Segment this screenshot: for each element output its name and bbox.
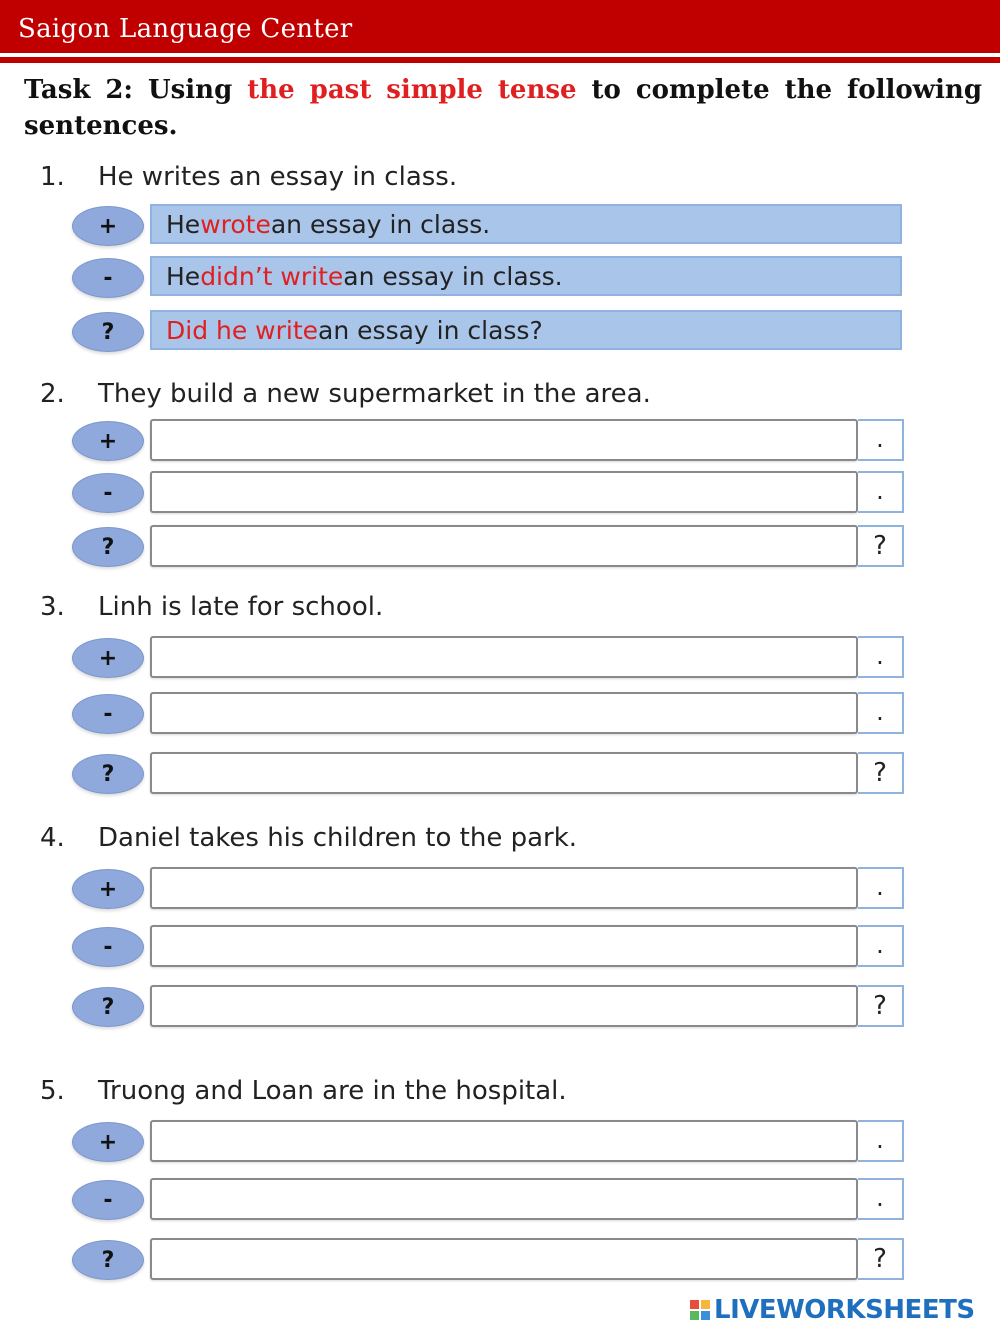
answer-input-question[interactable] xyxy=(150,1238,858,1280)
end-punctuation: . xyxy=(858,692,904,734)
answer-row-negative xyxy=(72,925,912,969)
header-bar xyxy=(0,0,1000,53)
question-badge: ? xyxy=(72,1240,144,1280)
liveworksheets-logo xyxy=(690,1295,975,1325)
answer-row-positive xyxy=(72,867,912,911)
answer-input-positive[interactable] xyxy=(150,419,858,461)
answer-row-negative xyxy=(72,1178,912,1222)
end-punctuation: . xyxy=(858,925,904,967)
end-punctuation: ? xyxy=(858,1238,904,1280)
answer-text: an essay in class. xyxy=(270,209,491,239)
answer-row-question xyxy=(72,752,912,796)
answer-input-question[interactable] xyxy=(150,752,858,794)
question-prompt xyxy=(40,379,651,409)
answer-row-negative xyxy=(72,471,912,515)
answer-input-positive[interactable] xyxy=(150,636,858,678)
question-sentence: Linh is late for school. xyxy=(98,592,384,622)
question-badge: ? xyxy=(72,527,144,567)
question-badge: ? xyxy=(72,987,144,1027)
question-number: 4. xyxy=(40,823,65,853)
answer-input-negative[interactable] xyxy=(150,925,858,967)
answer-text: an essay in class. xyxy=(343,261,563,291)
question-sentence: Truong and Loan are in the hospital. xyxy=(98,1076,567,1106)
question-prompt xyxy=(40,162,457,192)
end-punctuation: . xyxy=(858,1120,904,1162)
answer-row-question xyxy=(72,525,912,569)
negative-badge: - xyxy=(72,473,144,513)
answer-verb: wrote xyxy=(200,209,271,239)
answer-input-question[interactable] xyxy=(150,985,858,1027)
question-badge: ? xyxy=(72,754,144,794)
task-suffix: to complete the following sentences. xyxy=(24,75,983,141)
answer-row-question xyxy=(72,310,912,354)
end-punctuation: . xyxy=(858,1178,904,1220)
logo-grid-icon xyxy=(690,1300,710,1320)
negative-badge: - xyxy=(72,1180,144,1220)
answer-input-negative[interactable] xyxy=(150,471,858,513)
task-highlight: the past simple tense xyxy=(247,75,577,105)
question-number: 3. xyxy=(40,592,65,622)
question-prompt xyxy=(40,1076,567,1106)
header-title: Saigon Language Center xyxy=(18,14,353,44)
task-instruction xyxy=(24,72,982,144)
end-punctuation: ? xyxy=(858,752,904,794)
example-answer xyxy=(150,204,902,244)
question-number: 5. xyxy=(40,1076,65,1106)
negative-badge: - xyxy=(72,927,144,967)
answer-input-positive[interactable] xyxy=(150,867,858,909)
end-punctuation: . xyxy=(858,419,904,461)
end-punctuation: . xyxy=(858,471,904,513)
end-punctuation: . xyxy=(858,636,904,678)
example-answer xyxy=(150,310,902,350)
question-number: 2. xyxy=(40,379,65,409)
answer-row-question xyxy=(72,1238,912,1282)
negative-badge: - xyxy=(72,694,144,734)
positive-badge: + xyxy=(72,206,144,246)
answer-row-positive xyxy=(72,204,912,248)
answer-row-positive xyxy=(72,1120,912,1164)
header-divider xyxy=(0,57,1000,63)
answer-input-question[interactable] xyxy=(150,525,858,567)
answer-input-negative[interactable] xyxy=(150,692,858,734)
positive-badge: + xyxy=(72,869,144,909)
end-punctuation: . xyxy=(858,867,904,909)
answer-row-negative xyxy=(72,692,912,736)
logo-text: LIVEWORKSHEETS xyxy=(714,1295,975,1325)
question-prompt xyxy=(40,823,577,853)
answer-row-positive xyxy=(72,636,912,680)
positive-badge: + xyxy=(72,638,144,678)
negative-badge: - xyxy=(72,258,144,298)
task-prefix: Task 2: Using xyxy=(24,75,248,105)
answer-text: He xyxy=(166,209,201,239)
answer-input-negative[interactable] xyxy=(150,1178,858,1220)
answer-row-negative xyxy=(72,256,912,300)
answer-text: He xyxy=(166,261,201,291)
answer-verb: didn’t write xyxy=(200,261,344,291)
question-sentence: He writes an essay in class. xyxy=(98,162,458,192)
example-answer xyxy=(150,256,902,296)
answer-row-positive xyxy=(72,419,912,463)
answer-input-positive[interactable] xyxy=(150,1120,858,1162)
question-sentence: They build a new supermarket in the area. xyxy=(98,379,651,409)
end-punctuation: ? xyxy=(858,985,904,1027)
answer-verb: Did he write xyxy=(166,315,319,345)
positive-badge: + xyxy=(72,1122,144,1162)
answer-text: an essay in class? xyxy=(318,315,543,345)
positive-badge: + xyxy=(72,421,144,461)
question-prompt xyxy=(40,592,383,622)
question-sentence: Daniel takes his children to the park. xyxy=(98,823,578,853)
end-punctuation: ? xyxy=(858,525,904,567)
question-number: 1. xyxy=(40,162,65,192)
answer-row-question xyxy=(72,985,912,1029)
question-badge: ? xyxy=(72,312,144,352)
